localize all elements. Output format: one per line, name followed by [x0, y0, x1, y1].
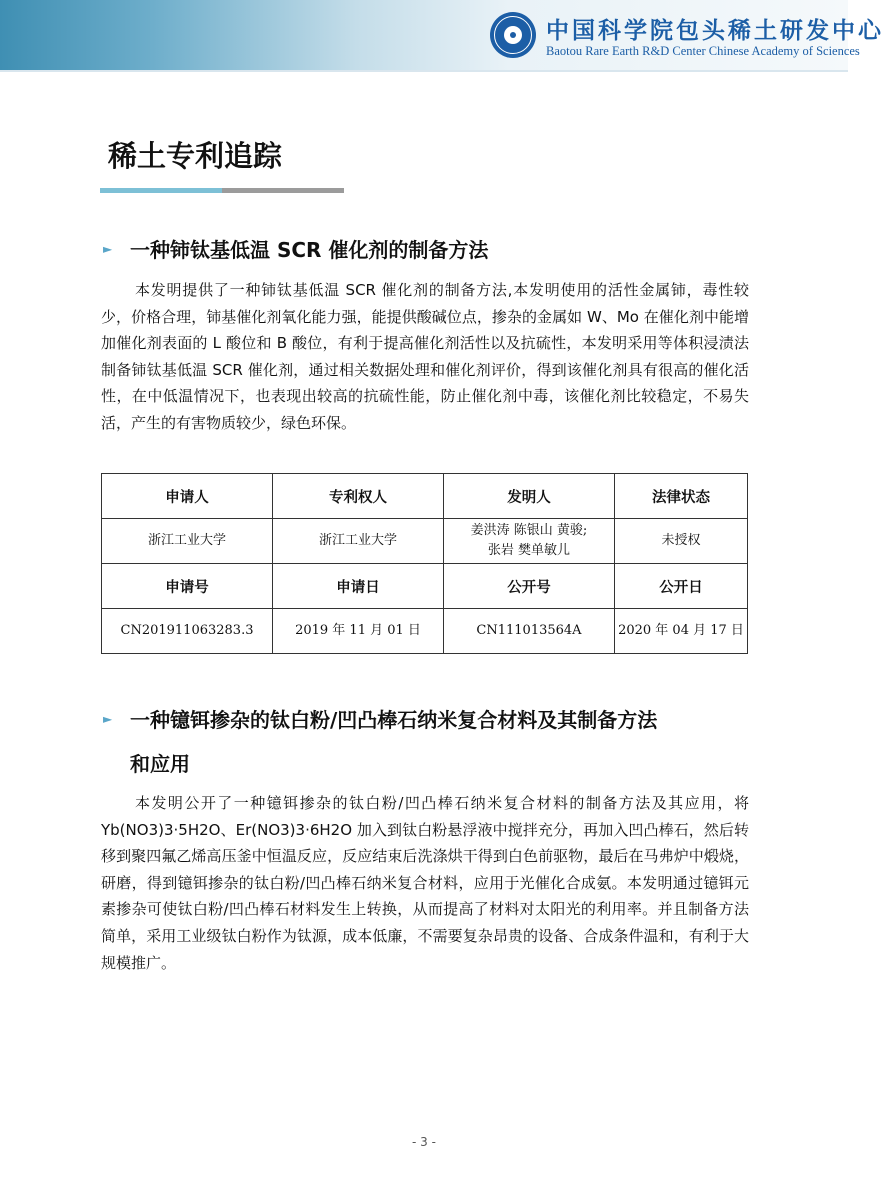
section-abstract: 本发明提供了一种铈钛基低温 SCR 催化剂的制备方法,本发明使用的活性金属铈，毒性较少，价格合理，铈基催化剂氧化能力强，能提供酸碱位点，掺杂的金属如 W、Mo 在催化剂中能增加催化剂表面的 L 酸位和 B 酸位，有利于提高催化剂活性以及抗硫性，本发明采用等体积浸渍法制备铈钛基低温 SCR 催化剂，通过相关数据处理和催化剂评价，得到该催化剂具有很高的催化活性，在中低温情况下，也表现出较高的抗硫性能，防止催化剂中毒，该催化剂比较稳定，不易失活，产生的有害物质较少，绿色环保。: [101, 281, 749, 432]
table-header-row: [102, 474, 748, 519]
table-header-cell: 申请日: [273, 564, 444, 609]
table-cell: 2020 年 04 月 17 日: [615, 609, 748, 654]
header-divider: [0, 70, 848, 72]
section-abstract: 本发明公开了一种镱铒掺杂的钛白粉/凹凸棒石纳米复合材料的制备方法及其应用，将 Yb(NO3)3·5H2O、Er(NO3)3·6H2O 加入到钛白粉悬浮液中搅拌充分，再加入凹凸棒石，然后转移到聚四氟乙烯高压釜中恒温反应，反应结束后洗涤烘干得到白色前驱物，最后在马弗炉中煅烧，研磨，得到镱铒掺杂的钛白粉/凹凸棒石纳米复合材料，应用于光催化合成氨。本发明通过镱铒元素掺杂可使钛白粉/凹凸棒石材料发生上转换，从而提高了材料对太阳光的利用率。并且制备方法简单，采用工业级钛白粉作为钛源，成本低廉，不需要复杂昂贵的设备、合成条件温和，有利于大规模推广。: [101, 794, 749, 972]
table-header-cell: 专利权人: [273, 474, 444, 519]
section-title-line1: 一种镱铒掺杂的钛白粉/凹凸棒石纳米复合材料及其制备方法: [130, 708, 658, 732]
table-cell: 2019 年 11 月 01 日: [273, 609, 444, 654]
table-header-cell: 公开号: [444, 564, 615, 609]
patent-info-table: [101, 473, 748, 654]
table-header-cell: 公开日: [615, 564, 748, 609]
section-title: 一种铈钛基低温 SCR 催化剂的制备方法: [130, 238, 489, 262]
table-cell: CN201911063283.3: [102, 609, 273, 654]
table-row: [102, 609, 748, 654]
table-header-cell: 申请人: [102, 474, 273, 519]
page-number: - 3 -: [412, 1135, 436, 1149]
page-title: 稀土专利追踪: [108, 139, 283, 173]
org-name-en: Baotou Rare Earth R&D Center Chinese Academy of Sciences: [546, 44, 860, 58]
cas-logo-icon: [490, 12, 536, 58]
title-underline-blue: [100, 188, 222, 193]
table-header-cell: 申请号: [102, 564, 273, 609]
table-header-row: [102, 564, 748, 609]
table-cell: CN111013564A: [444, 609, 615, 654]
table-row: [102, 519, 748, 564]
org-name-cn: 中国科学院包头稀土研发中心: [546, 17, 884, 44]
table-cell: 未授权: [615, 519, 748, 564]
table-header-cell: 发明人: [444, 474, 615, 519]
title-underline-gray: [222, 188, 344, 193]
section-bullet-icon: ►: [103, 712, 113, 726]
table-cell: 浙江工业大学: [102, 519, 273, 564]
section-title-line2: 和应用: [130, 752, 190, 776]
table-header-cell: 法律状态: [615, 474, 748, 519]
section-bullet-icon: ►: [103, 242, 113, 256]
table-cell: 姜洪涛 陈银山 黄骏; 张岩 樊单敏儿: [444, 519, 615, 564]
table-cell: 浙江工业大学: [273, 519, 444, 564]
